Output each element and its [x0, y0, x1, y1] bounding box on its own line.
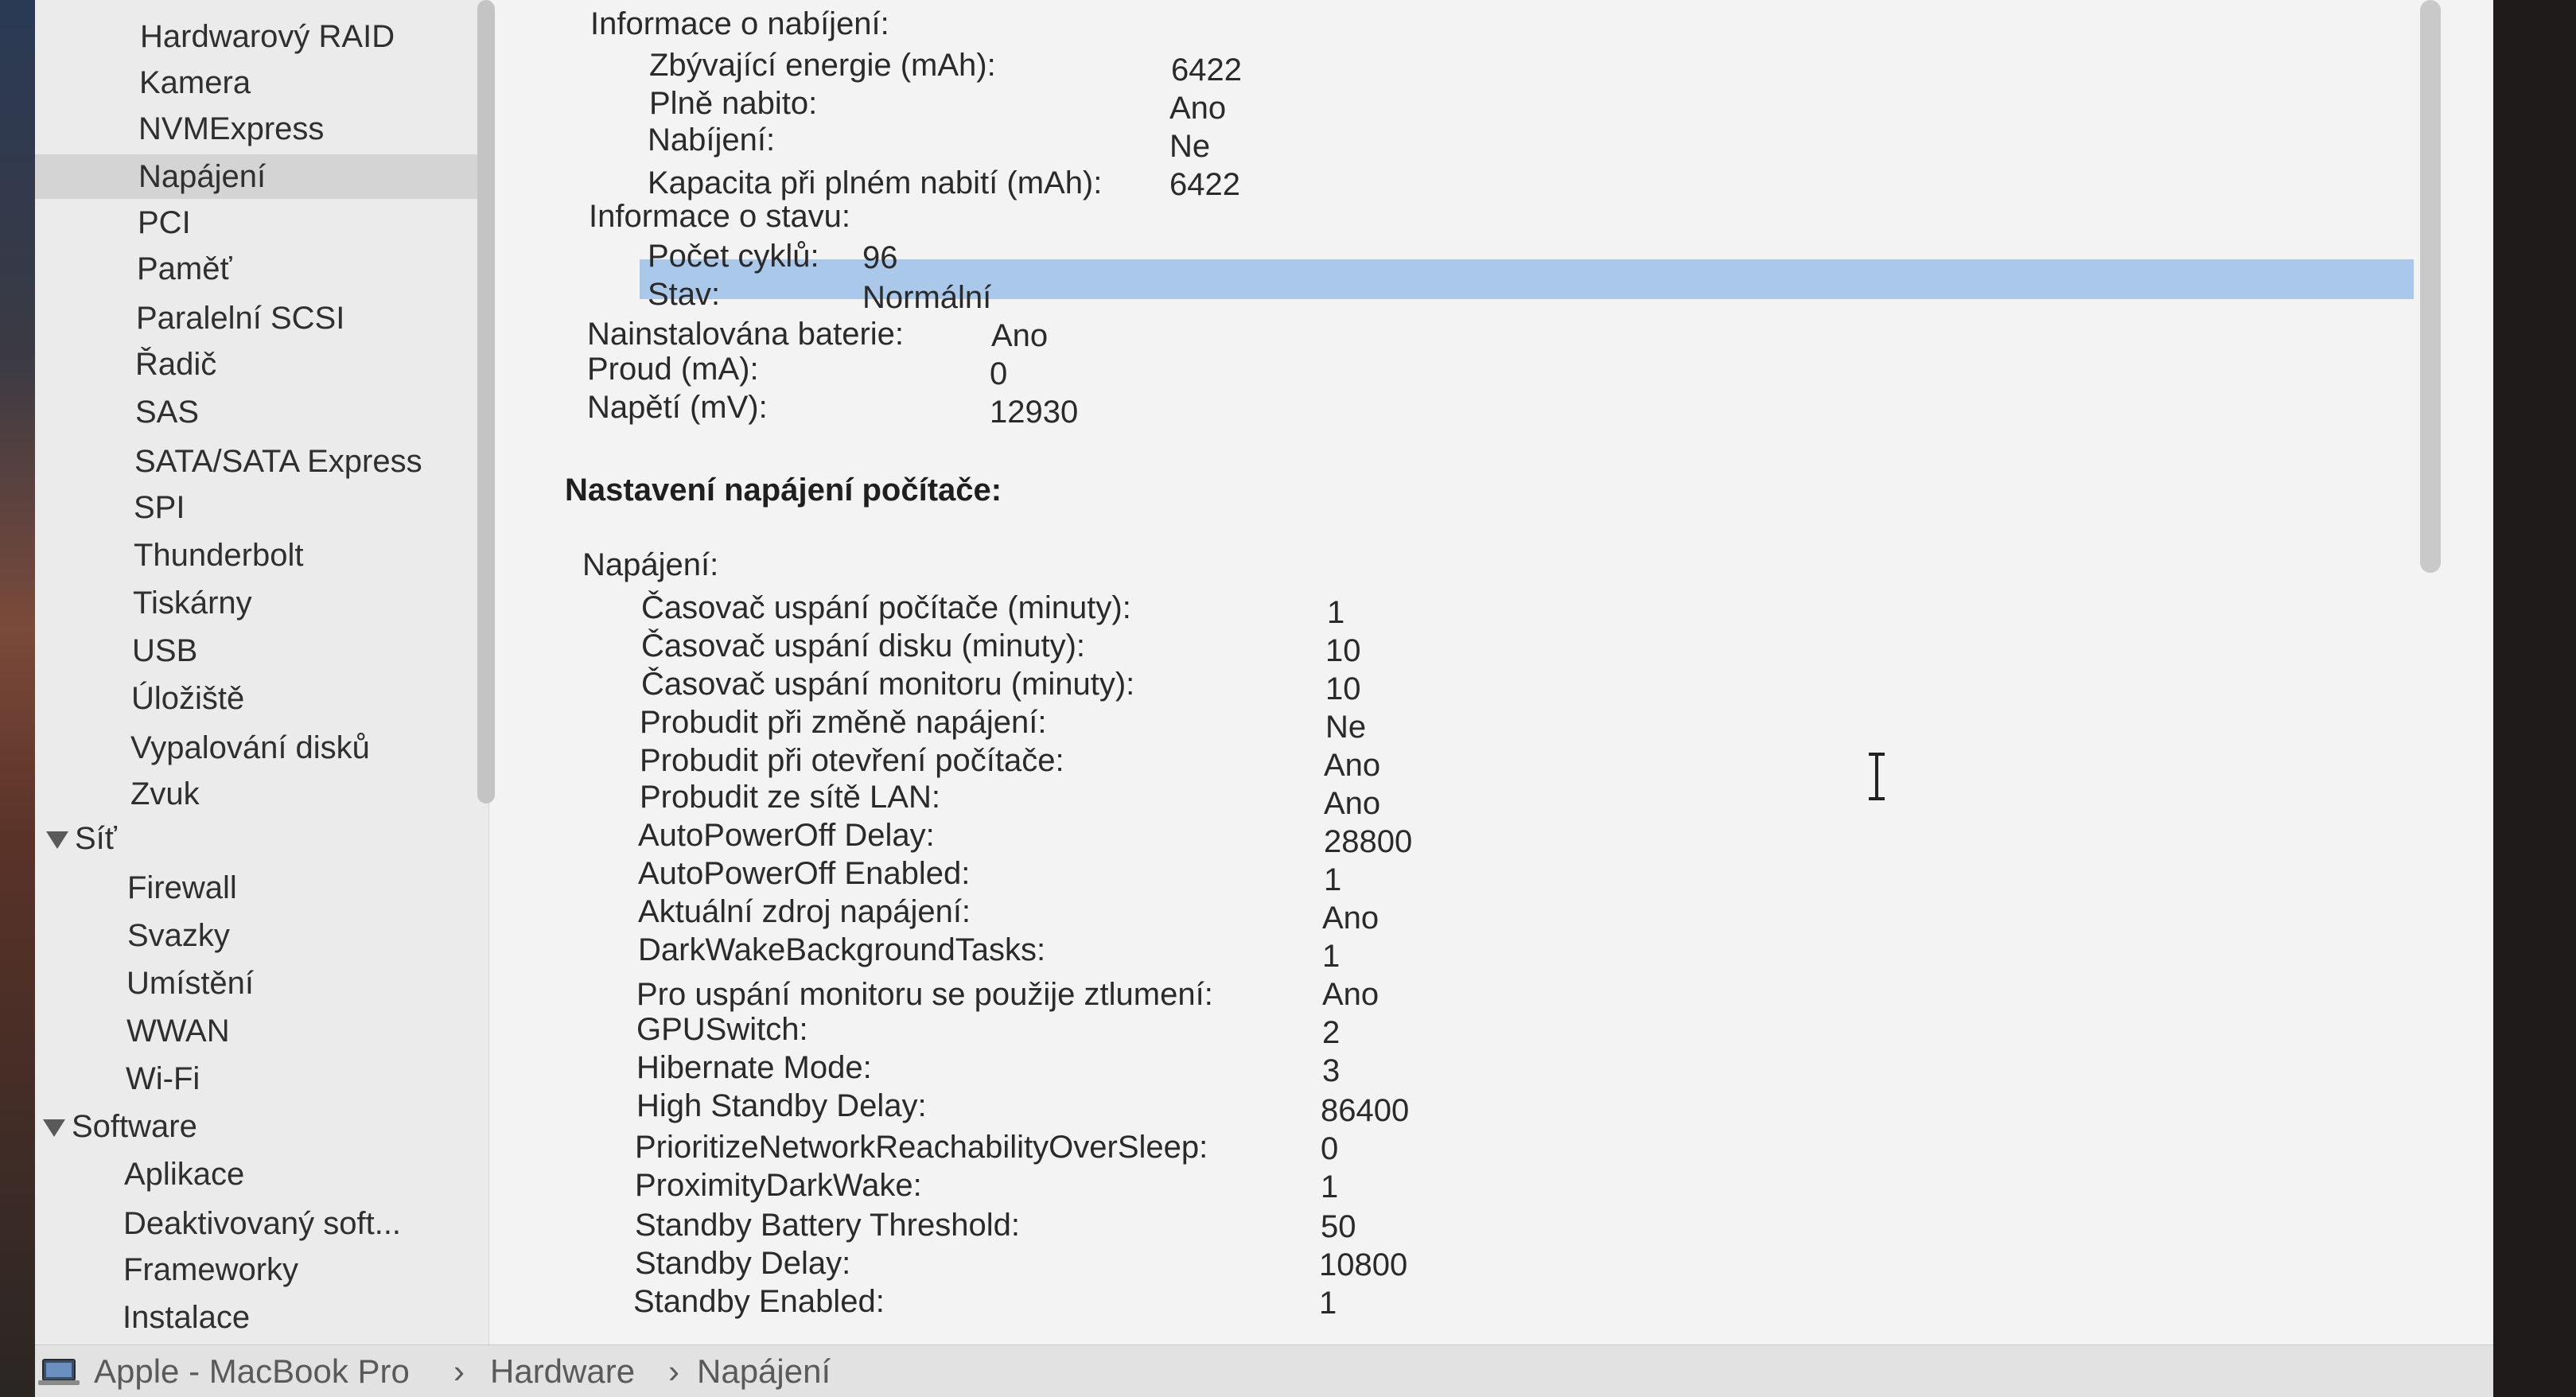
power-setting-label: Probudit ze sítě LAN:	[640, 780, 940, 815]
power-setting-label: DarkWakeBackgroundTasks:	[638, 932, 1046, 967]
sidebar-item-label: SATA/SATA Express	[134, 444, 422, 479]
sidebar-item-firewall[interactable]	[35, 866, 481, 910]
remaining-energy-label: Zbývající energie (mAh):	[649, 48, 996, 83]
detail-pane	[496, 0, 2469, 1344]
power-settings-title: Nastavení napájení počítače:	[565, 473, 1002, 508]
path-item-power[interactable]: Napájení	[697, 1352, 831, 1390]
sidebar-item-label: Úložiště	[131, 681, 245, 716]
sidebar-item-label: Umístění	[126, 966, 255, 1001]
power-setting-label: Časovač uspání monitoru (minuty):	[641, 667, 1135, 702]
battery-installed-label: Nainstalována baterie:	[587, 317, 905, 352]
power-setting-value: 10	[1325, 633, 1361, 668]
sidebar-item-camera[interactable]	[35, 60, 481, 105]
path-item-device[interactable]: Apple - MacBook Pro	[94, 1352, 410, 1390]
sidebar-item-thunderbolt[interactable]	[35, 533, 481, 578]
power-setting-value: 10800	[1319, 1247, 1408, 1282]
disclosure-triangle-icon[interactable]	[46, 831, 68, 849]
sidebar-item-label: Frameworky	[123, 1252, 299, 1287]
sidebar-item-label: USB	[132, 633, 198, 668]
power-setting-value: 28800	[1324, 824, 1413, 859]
sidebar-item-label: Tiskárny	[133, 586, 252, 621]
sidebar-item-label: SAS	[135, 395, 200, 430]
sidebar-item-locations[interactable]	[35, 961, 481, 1006]
fully-charged-label: Plně nabito:	[649, 86, 818, 121]
condition-label: Stav:	[648, 277, 721, 312]
sidebar-item-volumes[interactable]	[35, 913, 481, 958]
sidebar-item-label: Svazky	[127, 918, 230, 953]
power-setting-label: High Standby Delay:	[636, 1088, 927, 1123]
power-setting-value: 1	[1321, 1169, 1339, 1204]
sidebar-item-wifi[interactable]	[35, 1057, 481, 1101]
power-setting-value: 50	[1321, 1209, 1356, 1244]
sidebar-scrollbar[interactable]	[477, 0, 495, 804]
amperage-label: Proud (mA):	[587, 352, 759, 387]
system-information-window	[35, 0, 2493, 1397]
sidebar-item-label: Zvuk	[130, 776, 200, 811]
power-setting-label: Aktuální zdroj napájení:	[638, 894, 971, 929]
path-bar	[35, 1344, 2493, 1397]
power-setting-value: 3	[1322, 1053, 1341, 1088]
power-setting-label: Časovač uspání disku (minuty):	[641, 628, 1086, 663]
power-header: Napájení:	[582, 547, 719, 582]
voltage-label: Napětí (mV):	[587, 390, 768, 425]
sidebar-item-power[interactable]	[35, 154, 481, 199]
voltage-value: 12930	[990, 395, 1079, 430]
sidebar-item-disabled-software[interactable]	[35, 1201, 481, 1246]
power-setting-label: Probudit při změně napájení:	[640, 705, 1047, 740]
power-setting-label: Pro uspání monitoru se použije ztlumení:	[636, 977, 1213, 1012]
sidebar-item-label: Řadič	[135, 347, 217, 382]
charging-label: Nabíjení:	[648, 123, 776, 158]
power-setting-label: PrioritizeNetworkReachabilityOverSleep:	[635, 1130, 1208, 1165]
power-setting-label: ProximityDarkWake:	[635, 1168, 922, 1203]
fully-charged-value: Ano	[1169, 91, 1227, 126]
sidebar-item-sas[interactable]	[35, 390, 481, 434]
sidebar-item-label: Deaktivovaný soft...	[123, 1206, 402, 1241]
power-setting-value: Ano	[1324, 748, 1381, 783]
power-setting-value: 10	[1325, 671, 1361, 706]
sidebar-item-label: NVMExpress	[138, 111, 325, 146]
sidebar	[35, 0, 489, 1344]
sidebar-item-label: Paměť	[137, 251, 232, 286]
power-setting-label: GPUSwitch:	[636, 1012, 808, 1047]
cycle-count-label[interactable]: Počet cyklů:	[648, 239, 819, 274]
full-charge-capacity-value: 6422	[1169, 167, 1240, 202]
health-info-header: Informace o stavu:	[589, 199, 851, 234]
sidebar-item-label: Paralelní SCSI	[136, 301, 345, 336]
power-setting-label: Probudit při otevření počítače:	[640, 743, 1064, 778]
sidebar-item-label: Napájení	[138, 159, 267, 194]
sidebar-item-pci[interactable]	[35, 200, 481, 245]
sidebar-item-printers[interactable]	[35, 581, 481, 625]
sidebar-item-label: Aplikace	[124, 1157, 245, 1192]
sidebar-group-label: Síť	[75, 821, 117, 856]
power-setting-value: 1	[1322, 939, 1341, 974]
power-setting-label: AutoPowerOff Delay:	[638, 818, 935, 853]
sidebar-item-sata[interactable]	[35, 439, 481, 484]
sidebar-item-label: SPI	[134, 490, 185, 525]
sidebar-item-label: Kamera	[139, 65, 251, 100]
sidebar-item-audio[interactable]	[35, 772, 481, 816]
battery-installed-value: Ano	[991, 318, 1049, 353]
sidebar-item-applications[interactable]	[35, 1152, 481, 1197]
sidebar-item-parallel-scsi[interactable]	[35, 296, 481, 340]
disclosure-triangle-icon[interactable]	[43, 1119, 65, 1137]
power-setting-value: Ano	[1322, 977, 1379, 1012]
path-item-hardware[interactable]: Hardware	[490, 1352, 636, 1390]
content-scrollbar[interactable]	[2420, 0, 2441, 573]
power-setting-label: AutoPowerOff Enabled:	[638, 856, 971, 891]
charging-value: Ne	[1169, 129, 1211, 164]
sidebar-item-label: Vypalování disků	[130, 730, 370, 765]
power-setting-label: Standby Battery Threshold:	[635, 1208, 1020, 1243]
power-setting-label: Standby Delay:	[635, 1246, 851, 1281]
laptop-icon	[38, 1358, 80, 1387]
full-charge-capacity-label: Kapacita při plném nabití (mAh):	[648, 165, 1103, 200]
power-setting-value: 86400	[1321, 1093, 1410, 1128]
sidebar-item-hardware-raid[interactable]	[35, 14, 481, 59]
power-setting-value: 2	[1322, 1015, 1341, 1050]
sidebar-item-nvmexpress[interactable]	[35, 107, 481, 151]
power-setting-value: Ano	[1324, 786, 1381, 821]
amperage-value: 0	[990, 356, 1008, 391]
sidebar-item-wwan[interactable]	[35, 1009, 481, 1053]
sidebar-group-software[interactable]	[43, 1104, 197, 1149]
ibeam-cursor-icon	[1866, 753, 1887, 800]
sidebar-item-controller[interactable]	[35, 342, 481, 387]
sidebar-item-label: Thunderbolt	[134, 538, 304, 573]
power-setting-value: Ano	[1322, 901, 1379, 936]
charging-info-header: Informace o nabíjení:	[590, 6, 889, 41]
power-setting-value: 0	[1321, 1131, 1339, 1166]
sidebar-item-label: WWAN	[126, 1014, 230, 1049]
power-setting-label: Hibernate Mode:	[636, 1050, 872, 1085]
path-separator: ›	[668, 1352, 679, 1390]
power-setting-label: Časovač uspání počítače (minuty):	[641, 590, 1131, 625]
remaining-energy-value: 6422	[1171, 53, 1242, 88]
power-setting-value: 1	[1324, 862, 1342, 897]
sidebar-group-network[interactable]	[46, 816, 117, 861]
power-setting-value: 1	[1327, 595, 1345, 630]
sidebar-item-label: PCI	[138, 205, 191, 240]
sidebar-group-label: Software	[72, 1109, 197, 1144]
sidebar-item-label: Instalace	[123, 1300, 251, 1335]
power-setting-label: Standby Enabled:	[633, 1284, 885, 1319]
sidebar-item-label: Hardwarový RAID	[140, 19, 395, 54]
sidebar-item-spi[interactable]	[35, 485, 481, 530]
power-setting-value: Ne	[1325, 710, 1367, 745]
path-separator: ›	[453, 1352, 465, 1390]
sidebar-item-frameworks[interactable]	[35, 1247, 481, 1292]
sidebar-item-usb[interactable]	[35, 628, 481, 673]
power-setting-value: 1	[1319, 1286, 1337, 1321]
sidebar-item-storage[interactable]	[35, 676, 481, 721]
sidebar-item-disc-burning[interactable]	[35, 726, 481, 770]
sidebar-item-installations[interactable]	[35, 1295, 481, 1340]
condition-value: Normální	[862, 280, 992, 315]
sidebar-item-memory[interactable]	[35, 247, 481, 291]
cycle-count-value[interactable]: 96	[862, 240, 898, 275]
sidebar-item-label: Wi-Fi	[126, 1061, 200, 1096]
sidebar-item-label: Firewall	[127, 870, 237, 905]
